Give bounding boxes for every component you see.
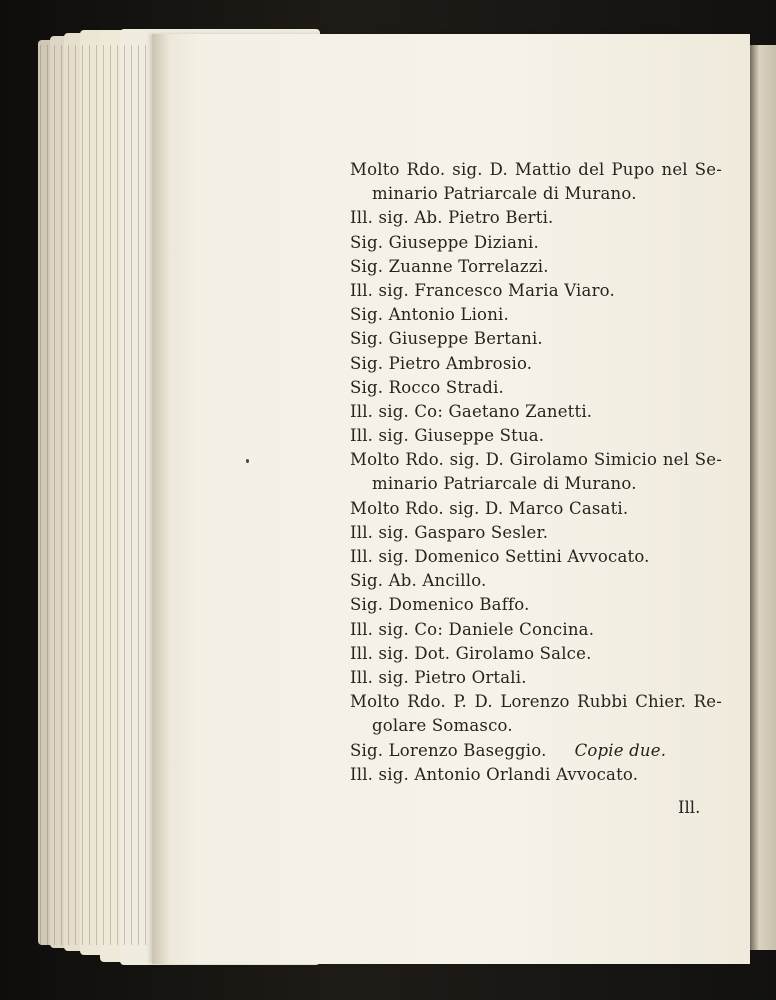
- list-entry: [350, 231, 722, 255]
- list-entry: [350, 376, 722, 400]
- entry-text: Sig. Domenico Baffo.: [350, 595, 530, 615]
- list-entry: [350, 497, 722, 521]
- list-entry: [350, 521, 722, 545]
- entry-text: Sig. Ab. Ancillo.: [350, 571, 487, 591]
- entry-text: Sig. Giuseppe Bertani.: [350, 329, 543, 349]
- list-entry: [350, 400, 722, 424]
- list-entry: [350, 593, 722, 617]
- list-entry: [350, 545, 722, 569]
- entry-text: Ill. sig. Ab. Pietro Berti.: [350, 208, 554, 228]
- entry-text: Sig. Rocco Stradi.: [350, 377, 504, 397]
- list-entry: [350, 666, 722, 690]
- ink-speck: [246, 459, 249, 463]
- page-stack-lines: [40, 45, 150, 945]
- entry-text: Molto Rdo. sig. D. Marco Casati.: [350, 498, 629, 518]
- list-entry: [350, 472, 722, 496]
- entry-text: Ill. sig. Giuseppe Stua.: [350, 426, 545, 446]
- list-entry: [350, 763, 722, 787]
- list-entry: [350, 279, 722, 303]
- gutter-shadow: [152, 34, 170, 964]
- list-entry: [350, 642, 722, 666]
- list-entry: [350, 448, 722, 472]
- entry-text: Sig. Zuanne Torrelazzi.: [350, 256, 549, 276]
- catchword: Ill.: [678, 798, 701, 817]
- entry-text: Sig. Lorenzo Baseggio.: [350, 740, 547, 760]
- entry-text: Molto Rdo. P. D. Lorenzo Rubbi Chier. Re-: [350, 692, 722, 712]
- entry-text: minario Patriarcale di Murano.: [372, 184, 637, 204]
- list-entry: [350, 158, 722, 182]
- entry-text: Ill. sig. Dot. Girolamo Salce.: [350, 643, 592, 663]
- entry-text: Ill. sig. Francesco Maria Viaro.: [350, 280, 615, 300]
- list-entry: [350, 714, 722, 738]
- list-entry: [350, 327, 722, 351]
- entry-text: Ill. sig. Gasparo Sesler.: [350, 522, 549, 542]
- entry-text: Sig. Giuseppe Diziani.: [350, 232, 539, 252]
- subscriber-list: [350, 158, 722, 787]
- list-entry: [350, 352, 722, 376]
- list-entry: [350, 424, 722, 448]
- entry-text: Ill. sig. Co: Daniele Concina.: [350, 619, 595, 639]
- entry-text: Sig. Pietro Ambrosio.: [350, 353, 533, 373]
- list-entry: [350, 255, 722, 279]
- entry-text: Ill. sig. Co: Gaetano Zanetti.: [350, 401, 593, 421]
- list-entry: [350, 690, 722, 714]
- entry-text: Molto Rdo. sig. D. Mattio del Pupo nel Se-: [350, 160, 722, 179]
- list-entry: [350, 569, 722, 593]
- list-entry: [350, 739, 722, 763]
- entry-text: Ill. sig. Domenico Settini Avvocato.: [350, 547, 650, 566]
- list-entry: [350, 303, 722, 327]
- list-entry: [350, 206, 722, 230]
- list-entry: [350, 182, 722, 206]
- entry-text: Ill. sig. Pietro Ortali.: [350, 667, 527, 687]
- entry-note: Copie due.: [574, 740, 667, 760]
- entry-text: minario Patriarcale di Murano.: [372, 474, 637, 494]
- list-entry: [350, 618, 722, 642]
- facing-page-edge: [748, 45, 776, 950]
- entry-text: Sig. Antonio Lioni.: [350, 305, 509, 325]
- entry-text: golare Somasco.: [372, 716, 513, 736]
- entry-text: Ill. sig. Antonio Orlandi Avvocato.: [350, 764, 639, 784]
- entry-text: Molto Rdo. sig. D. Girolamo Simicio nel Se-: [350, 450, 722, 470]
